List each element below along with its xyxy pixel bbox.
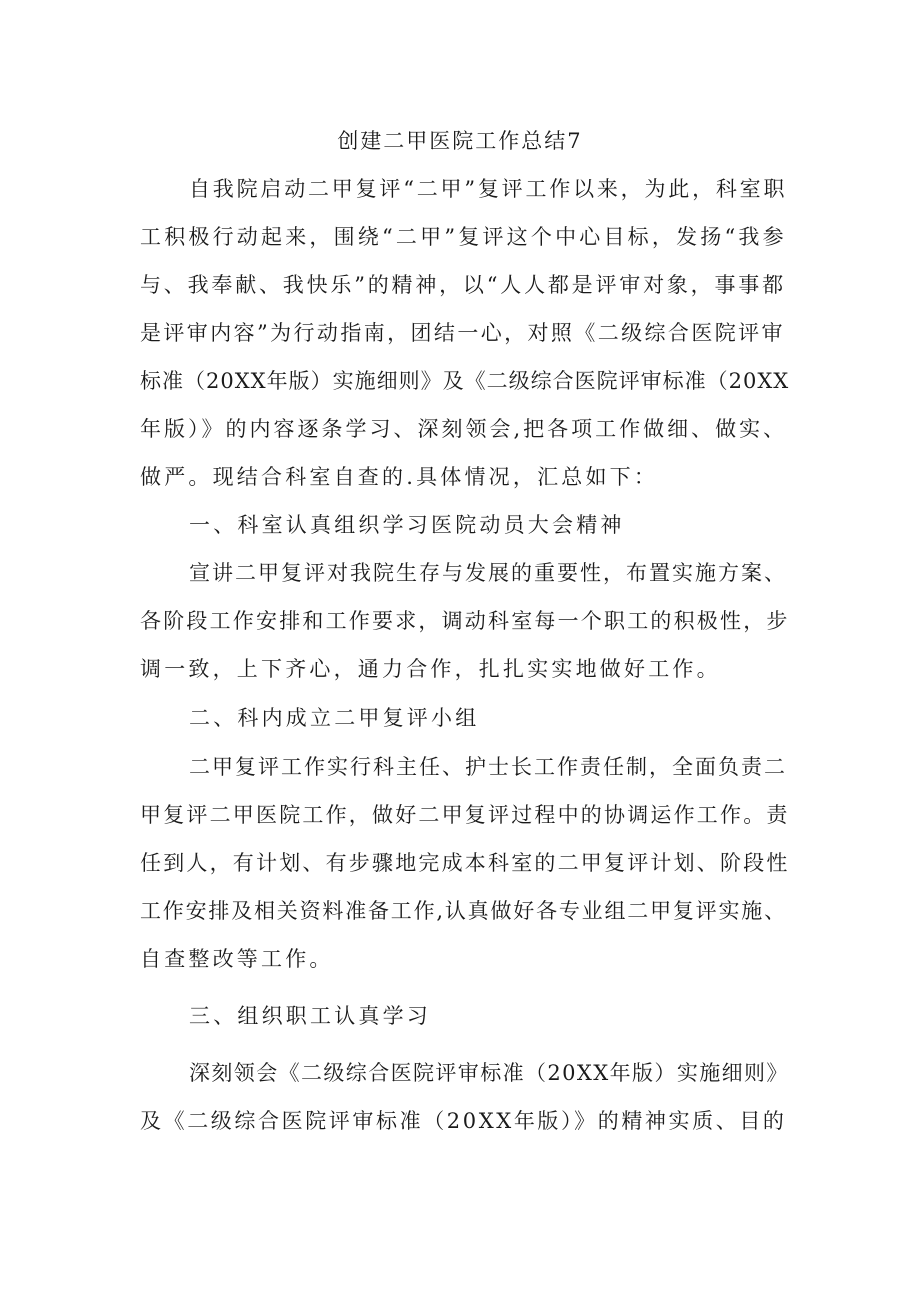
section-heading: 三、组织职工认真学习: [189, 1004, 431, 1028]
paragraph-line: 做严。现结合科室自查的.具体情况，汇总如下：: [140, 465, 659, 489]
paragraph-line: 是评审内容”为行动指南，团结一心，对照《二级综合医院评审: [140, 321, 785, 345]
section-heading: 一、科室认真组织学习医院动员大会精神: [189, 513, 625, 537]
section-heading: 二、科内成立二甲复评小组: [189, 706, 480, 730]
paragraph-line: 二甲复评工作实行科主任、护士长工作责任制，全面负责二: [189, 755, 787, 779]
paragraph-line: 年版）》的内容逐条学习、深刻领会,把各项工作做细、做实、: [140, 417, 788, 441]
paragraph-line: 调一致，上下齐心，通力合作，扎扎实实地做好工作。: [140, 657, 721, 681]
paragraph-line: 自查整改等工作。: [140, 947, 334, 971]
paragraph-line: 任到人，有计划、有步骤地完成本科室的二甲复评计划、阶段性: [140, 851, 790, 875]
paragraph-line: 各阶段工作安排和工作要求，调动科室每一个职工的积极性，步: [140, 609, 790, 633]
paragraph-line: 宣讲二甲复评对我院生存与发展的重要性，布置实施方案、: [189, 561, 787, 585]
paragraph-line: 工积极行动起来，围绕“二甲”复评这个中心目标，发扬“我参: [140, 225, 787, 249]
paragraph-line: 工作安排及相关资料准备工作,认真做好各专业组二甲复评实施、: [140, 899, 787, 923]
document-title: 创建二甲医院工作总结7: [337, 129, 583, 153]
paragraph-line: 标准（20XX年版）实施细则》及《二级综合医院评审标准（20XX: [140, 369, 790, 393]
paragraph-line: 深刻领会《二级综合医院评审标准（20XX年版）实施细则》: [189, 1061, 789, 1085]
paragraph-line: 甲复评二甲医院工作，做好二甲复评过程中的协调运作工作。责: [140, 803, 790, 827]
paragraph-line: 自我院启动二甲复评“二甲”复评工作以来，为此，科室职: [189, 177, 788, 201]
paragraph-line: 与、我奉献、我快乐”的精神，以“人人都是评审对象，事事都: [140, 273, 786, 297]
paragraph-line: 及《二级综合医院评审标准（20XX年版）》的精神实质、目的: [140, 1109, 787, 1133]
